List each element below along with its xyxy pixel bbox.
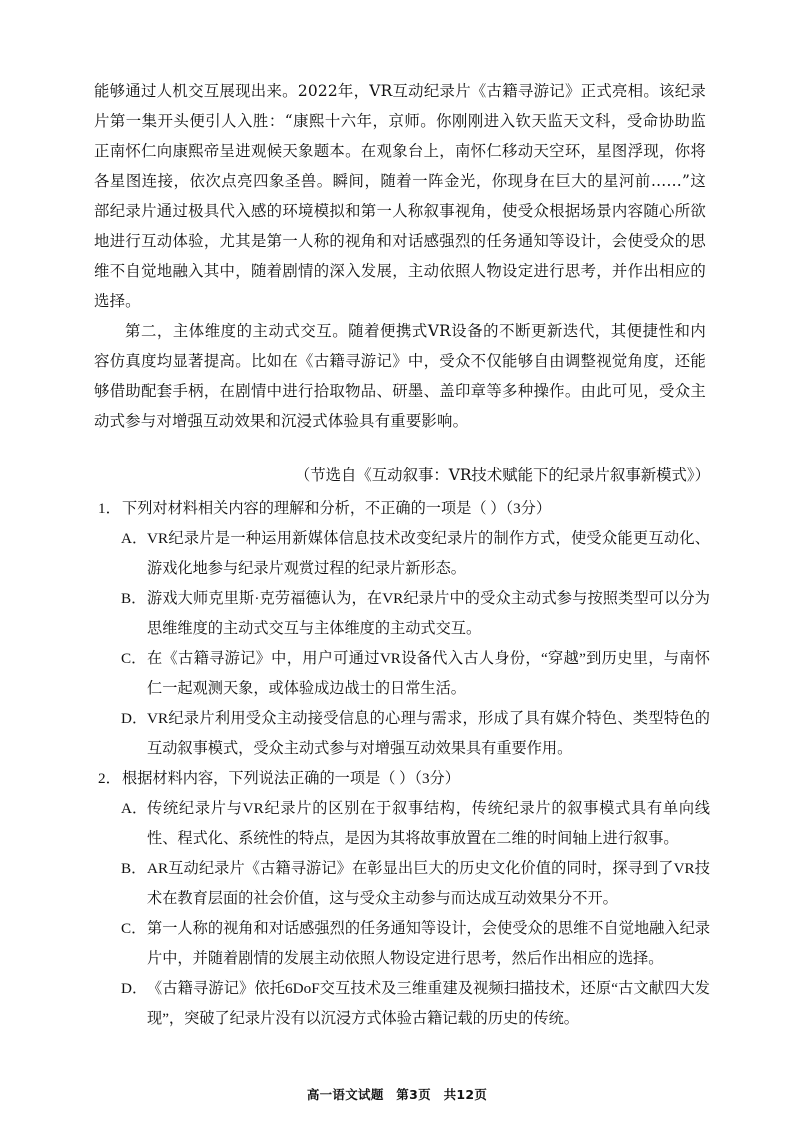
question-2 (98, 764, 710, 1034)
option-text: 游戏大师克里斯·克劳福德认为，在VR纪录片中的受众主动式参与按照类型可以分为思维维度的主动式交互与主体维度的主动式交互。 (147, 590, 710, 637)
question-stem (98, 764, 710, 794)
option-c[interactable] (121, 644, 710, 704)
option-letter: B． (121, 860, 147, 877)
passage-paragraph-2: 第二，主体维度的主动式交互。随着便携式VR设备的不断更新迭代，其便捷性和内容仿真度均显著提高。比如在《古籍寻游记》中，受众不仅能够自由调整视觉角度，还能够借助配套手柄，在剧情中进行拾取物品、研墨、盖印章等多种操作。由此可见，受众主动式参与对增强互动效果和沉浸式体验具有重要影响。 (94, 322, 706, 430)
option-letter: C． (121, 920, 147, 937)
option-letter: D． (121, 980, 148, 997)
option-text: 在《古籍寻游记》中，用户可通过VR设备代入古人身份，“穿越”到历史里，与南怀仁一起观测天象，或体验成边战士的日常生活。 (147, 650, 710, 697)
option-text: 第一人称的视角和对话感强烈的任务通知等设计，会使受众的思维不自觉地融入纪录片中，并随着剧情的发展主动依照人物设定进行思考，然后作出相应的选择。 (147, 920, 710, 967)
option-c[interactable] (121, 914, 710, 974)
reading-passage (94, 76, 706, 436)
option-list (121, 794, 710, 1034)
option-b[interactable] (121, 854, 710, 914)
question-number: 1． (98, 500, 121, 517)
option-a[interactable] (121, 524, 710, 584)
option-text: VR纪录片是一种运用新媒体信息技术改变纪录片的制作方式，使受众能更互动化、游戏化地参与纪录片观赏过程的纪录片新形态。 (147, 530, 710, 577)
footer-page-number: 第3页 (396, 1087, 431, 1102)
question-number: 2． (98, 770, 121, 787)
question-1 (98, 494, 710, 764)
option-a[interactable] (121, 794, 710, 854)
passage-paragraph-1: 能够通过人机交互展现出来。2022年，VR互动纪录片《古籍寻游记》正式亮相。该纪录片第一集开头便引人入胜：“康熙十六年，京师。你刚刚进入钦天监天文科，受命协助监正南怀仁向康熙帝呈进观候天象题本。在观象台上，南怀仁移动天空环，星图浮现，你将各星图连接，依次点亮四象圣兽。瞬间，随着一阵金光，你现身在巨大的星河前……”这部纪录片通过极具代入感的环境模拟和第一人称叙事视角，使受众根据场景内容随心所欲地进行互动体验，尤其是第一人称的视角和对话感强烈的任务通知等设计，会使受众的思维不自觉地融入其中，随着剧情的深入发展，主动依照人物设定进行思考，并作出相应的选择。 (94, 82, 706, 310)
option-d[interactable] (121, 704, 710, 764)
option-letter: C． (121, 650, 147, 667)
option-text: AR互动纪录片《古籍寻游记》在彰显出巨大的历史文化价值的同时，探寻到了VR技术在教育层面的社会价值，这与受众主动参与而达成互动效果分不开。 (147, 860, 710, 907)
option-text: 传统纪录片与VR纪录片的区别在于叙事结构，传统纪录片的叙事模式具有单向线性、程式化、系统性的特点，是因为其将故事放置在二维的时间轴上进行叙事。 (147, 800, 710, 847)
option-b[interactable] (121, 584, 710, 644)
option-list (121, 524, 710, 764)
footer-title: 高一语文试题 (306, 1087, 384, 1102)
footer-total-pages: 共12页 (443, 1087, 488, 1102)
passage-source: （节选自《互动叙事：VR技术赋能下的纪录片叙事新模式》） (294, 466, 710, 484)
question-list (98, 494, 710, 1034)
question-text: 根据材料内容，下列说法正确的一项是（ ）（3分） (122, 770, 460, 787)
question-text: 下列对材料相关内容的理解和分析，不正确的一项是（ ）（3分） (122, 500, 552, 517)
option-letter: A． (121, 530, 148, 547)
page-footer (0, 1085, 794, 1103)
option-letter: D． (121, 710, 148, 727)
option-text: 《古籍寻游记》依托6DoF交互技术及三维重建及视频扫描技术，还原“古文献四大发现”，突破了纪录片没有以沉浸方式体验古籍记载的历史的传统。 (147, 980, 710, 1027)
question-stem (98, 494, 710, 524)
option-text: VR纪录片利用受众主动接受信息的心理与需求，形成了具有媒介特色、类型特色的互动叙事模式，受众主动式参与对增强互动效果具有重要作用。 (147, 710, 710, 757)
option-letter: A． (121, 800, 148, 817)
option-letter: B． (121, 590, 147, 607)
option-d[interactable] (121, 974, 710, 1034)
